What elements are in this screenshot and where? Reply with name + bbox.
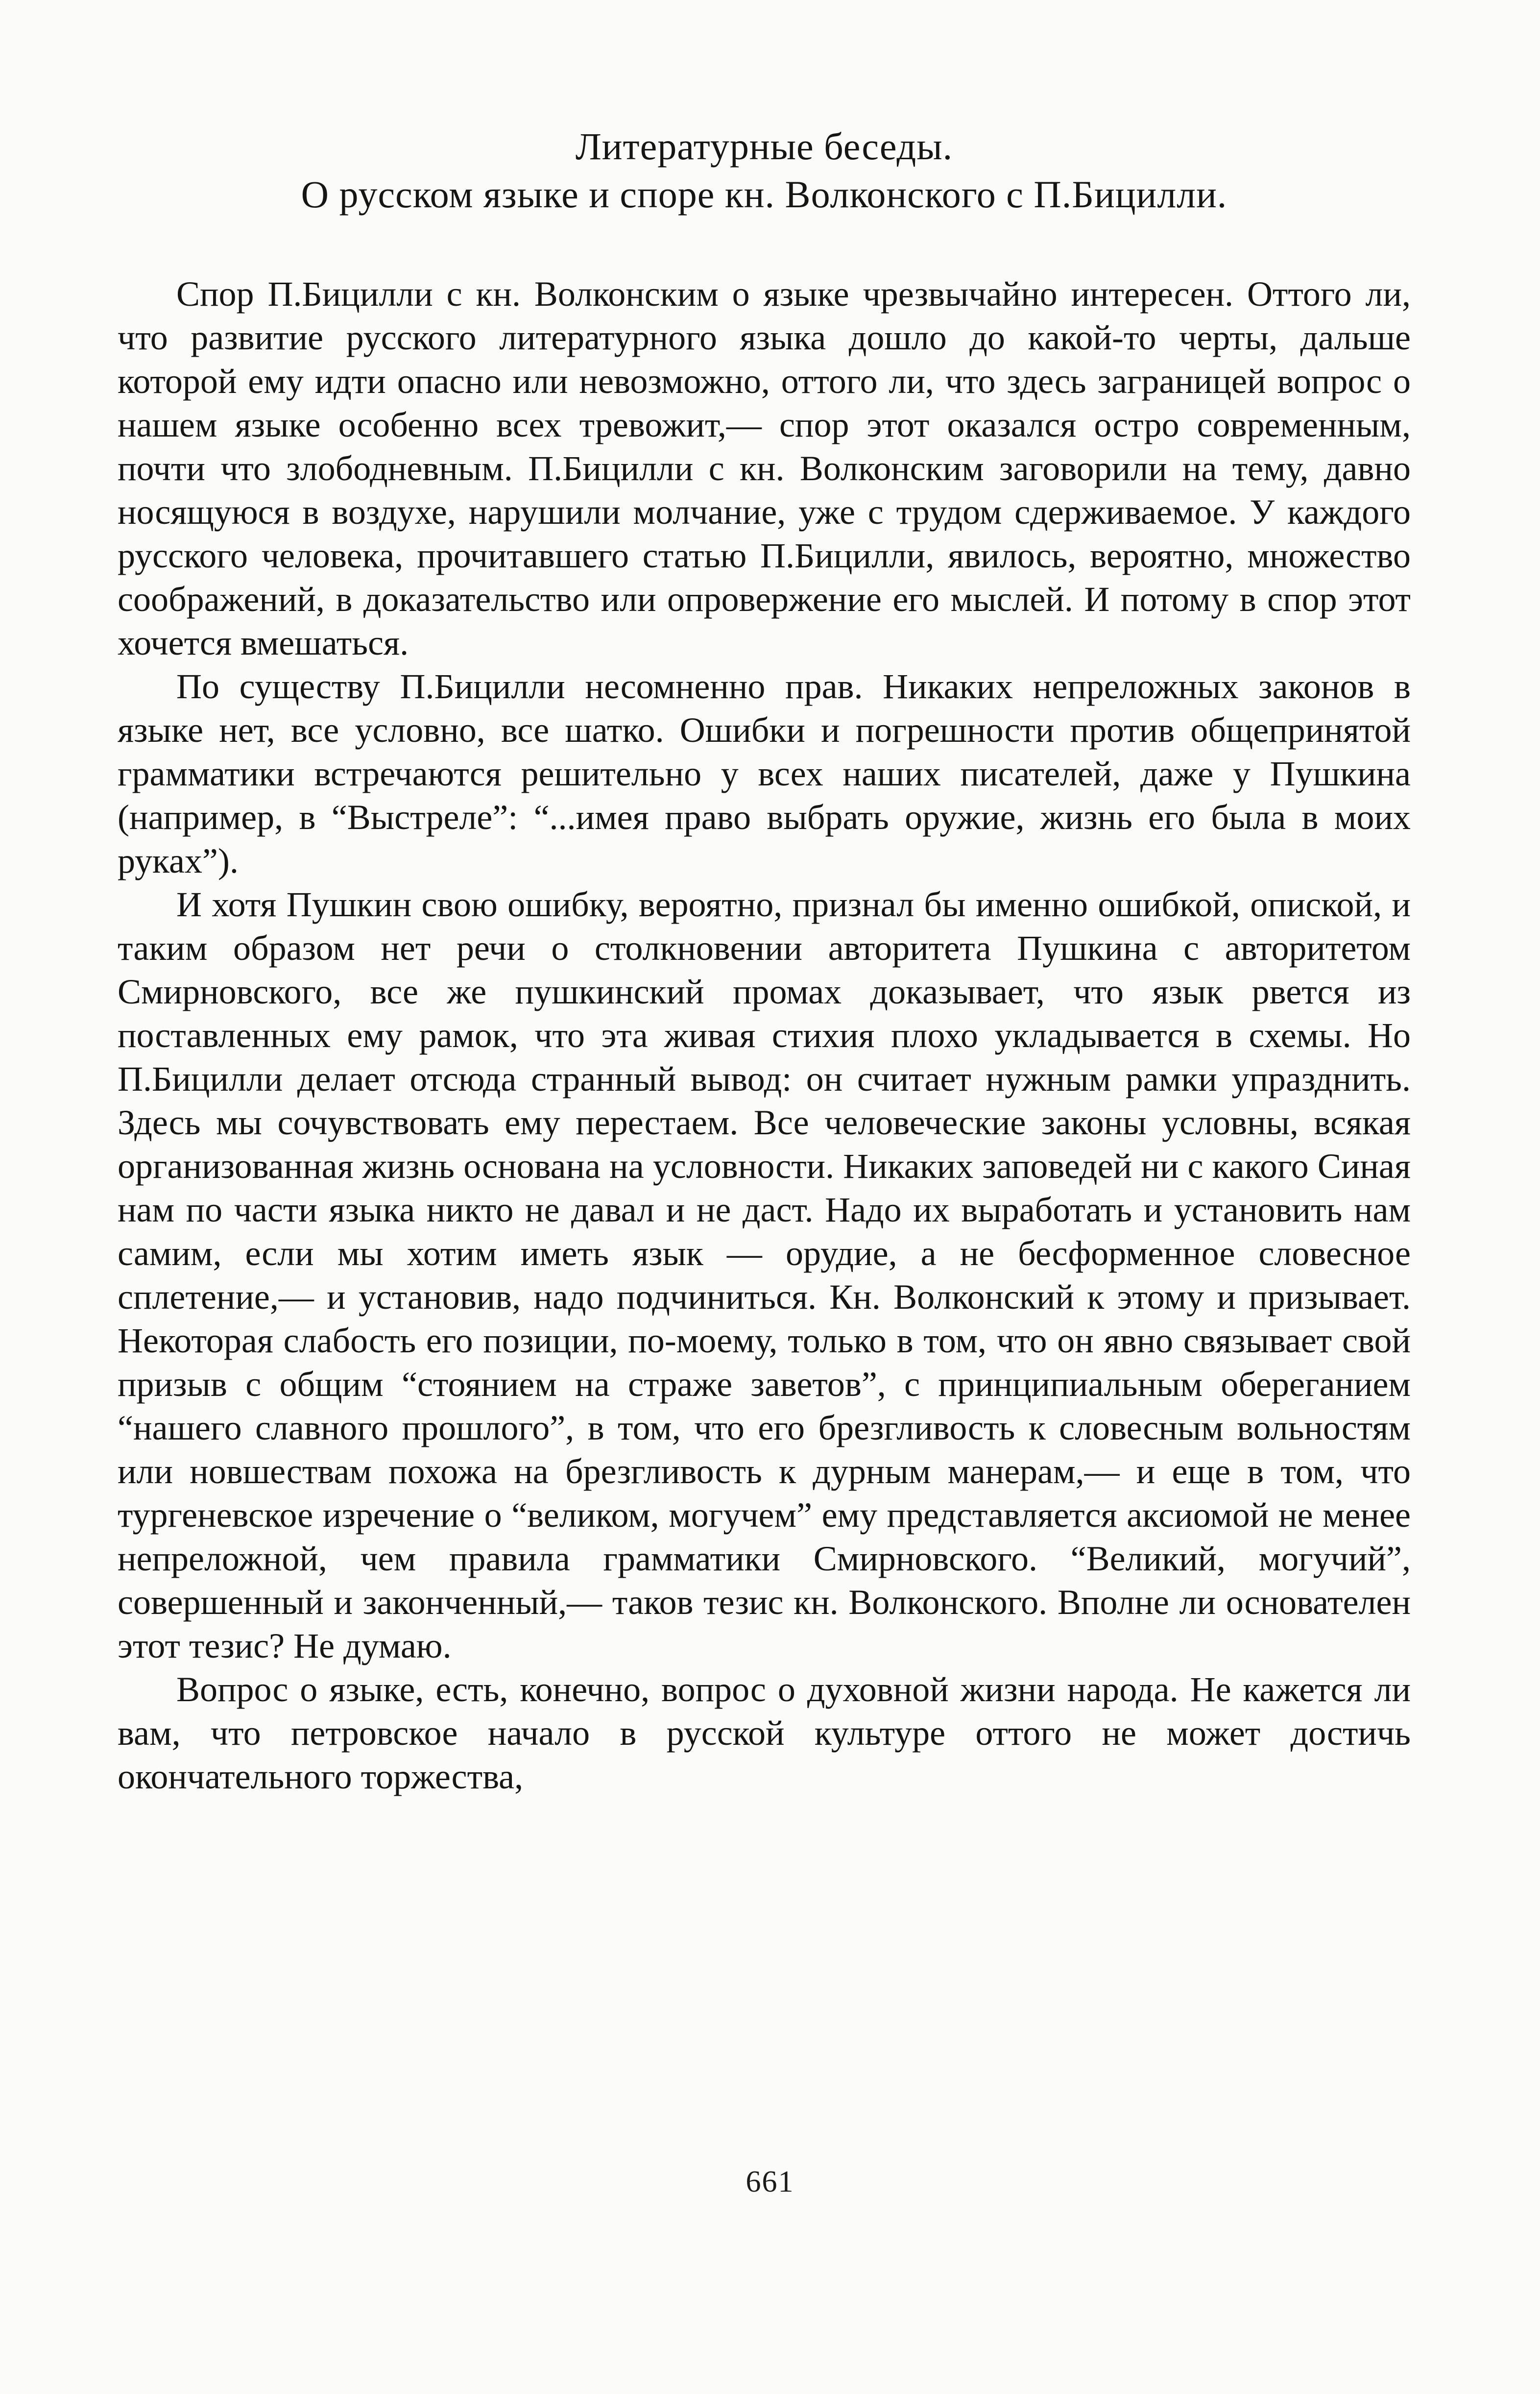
- paragraph-2: По существу П.Бицилли несомненно прав. Никаких непреложных законов в языке нет, все условно, все шатко. Ошибки и погрешности против общепринятой грамматики встречаются решительно у всех наших писателей, даже у Пушкина (например, в “Выстреле”: “...имея право выбрать оружие, жизнь его была в моих руках”).: [118, 667, 1411, 880]
- article-body: [118, 122, 1411, 1799]
- paragraph-4: Вопрос о языке, есть, конечно, вопрос о духовной жизни народа. Не кажется ли вам, что петровское начало в русской культуре оттого не может достичь окончательного торжества,: [118, 1670, 1411, 1796]
- page-number: 661: [746, 2165, 794, 2199]
- article-title: Литературные беседы.: [575, 125, 953, 168]
- article-subtitle: О русском языке и споре кн. Волконского с П.Бицилли.: [301, 173, 1227, 216]
- article-heading: [118, 122, 1411, 219]
- paragraph-1: Спор П.Бицилли с кн. Волконским о языке чрезвычайно интересен. Оттого ли, что развитие русского литературного языка дошло до какой-то черты, дальше которой ему идти опасно или невозможно, оттого ли, что здесь заграницей вопрос о нашем языке особенно всех тревожит,— спор этот оказался остро современным, почти что злободневным. П.Бицилли с кн. Волконским заговорили на тему, давно носящуюся в воздухе, нарушили молчание, уже с трудом сдерживаемое. У каждого русского человека, прочитавшего статью П.Бицилли, явилось, вероятно, множество соображений, в доказательство или опровержение его мыслей. И потому в спор этот хочется вмешаться.: [118, 274, 1411, 662]
- paragraph-3: И хотя Пушкин свою ошибку, вероятно, признал бы именно ошибкой, опиской, и таким образом нет речи о столкновении авторитета Пушкина с авторитетом Смирновского, все же пушкинский промах доказывает, что язык рвется из поставленных ему рамок, что эта живая стихия плохо укладывается в схемы. Но П.Бицилли делает отсюда странный вывод: он считает нужным рамки упразднить. Здесь мы сочувствовать ему перестаем. Все человеческие законы условны, всякая организованная жизнь основана на условности. Никаких заповедей ни с какого Синая нам по части языка никто не давал и не даст. Надо их выработать и установить нам самим, если мы хотим иметь язык — орудие, а не бесформенное словесное сплетение,— и установив, надо подчиниться. Кн. Волконский к этому и призывает. Некоторая слабость его позиции, по-моему, только в том, что он явно связывает свой призыв с общим “стоянием на страже заветов”, с принципиальным оберeганием “нашего славного прошлого”, в том, что его брезгливость к словесным вольностям или новшествам похожа на брезгливость к дурным манерам,— и еще в том, что тургеневское изречение о “великом, могучем” ему представляется аксиомой не менее непреложной, чем правила грамматики Смирновского. “Великий, могучий”, совершенный и законченный,— таков тезис кн. Волконского. Вполне ли основателен этот тезис? Не думаю.: [118, 885, 1411, 1665]
